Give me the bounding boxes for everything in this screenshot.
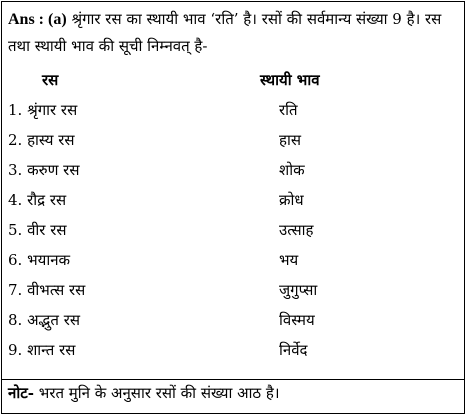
table-row [2, 100, 462, 130]
sthayi-bhava: हास [279, 131, 301, 149]
table-row [2, 250, 462, 280]
table-row [2, 190, 462, 220]
sthayi-bhava: शोक [279, 161, 305, 179]
rasa-name: 8. अद्भुत रस [8, 311, 80, 329]
answer-text: श्रृंगार रस का स्थायी भाव ‘रति’ है। रसों की सर्वमान्य संख्या 9 है। रस तथा स्थायी भाव की सूची निम्नवत् है- [8, 10, 442, 55]
column-header-sthayi-bhava: स्थायी भाव [260, 71, 320, 89]
rasa-name: 4. रौद्र रस [8, 191, 67, 209]
rasa-name: 3. करुण रस [8, 161, 80, 179]
answer-prefix: Ans : (a) [8, 11, 67, 28]
rasa-name: 2. हास्य रस [8, 131, 75, 149]
column-header-rasa: रस [42, 71, 59, 89]
table-row [2, 340, 462, 370]
table-row [2, 160, 462, 190]
answer-intro [8, 6, 460, 59]
rasa-name: 1. श्रृंगार रस [8, 101, 78, 119]
sthayi-bhava: भय [279, 251, 299, 269]
table-row [2, 130, 462, 160]
note-label: नोट- [8, 384, 34, 402]
sthayi-bhava: क्रोध [279, 191, 304, 209]
table-row [2, 220, 462, 250]
sthayi-bhava: जुगुप्सा [279, 281, 318, 299]
sthayi-bhava: निर्वेद [279, 341, 308, 359]
rasa-name: 9. शान्त रस [8, 341, 76, 359]
sthayi-bhava: उत्साह [279, 221, 314, 239]
note-text: भरत मुनि के अनुसार रसों की संख्या आठ है। [38, 384, 280, 402]
rasa-name: 5. वीर रस [8, 221, 67, 239]
note [8, 383, 280, 403]
rasa-name: 7. वीभत्स रस [8, 281, 86, 299]
table-row [2, 310, 462, 340]
note-divider [2, 379, 464, 380]
table-row [2, 280, 462, 310]
sthayi-bhava: रति [279, 101, 298, 119]
rasa-name: 6. भयानक [8, 251, 71, 269]
sthayi-bhava: विस्मय [279, 311, 315, 329]
answer-box [1, 1, 465, 414]
